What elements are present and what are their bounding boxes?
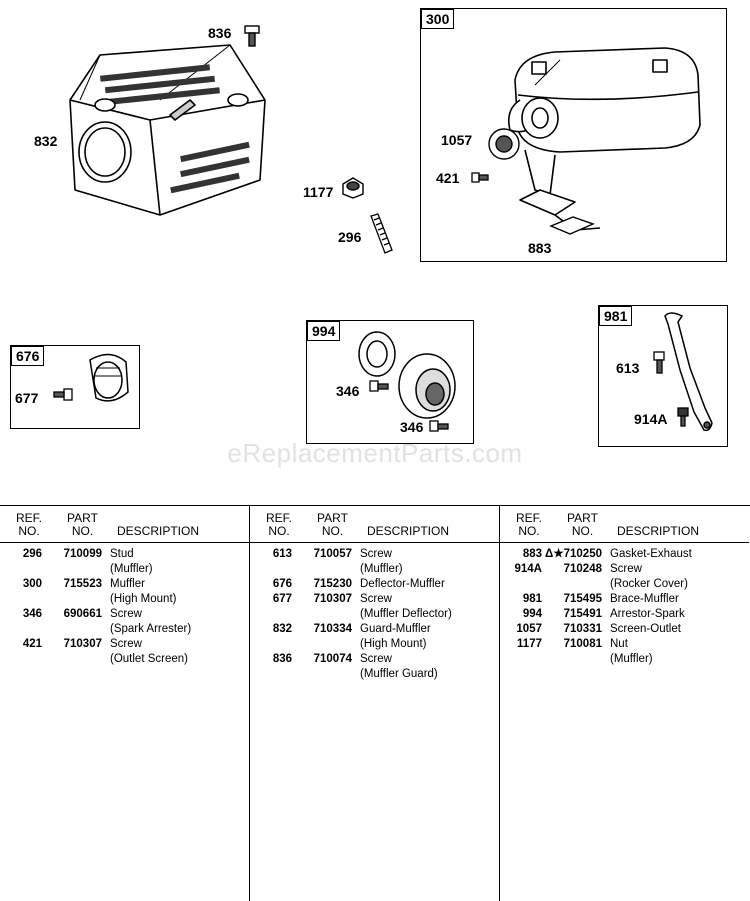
ref-no-cell: 981 <box>522 593 542 605</box>
description-cell: Nut <box>610 638 628 650</box>
callout-421: 421 <box>436 170 460 186</box>
description-cell: Muffler <box>110 578 145 590</box>
screen-1057-drawing <box>484 126 524 162</box>
callout-832: 832 <box>34 133 58 149</box>
part-no-cell: 710057 <box>313 548 352 560</box>
table-row <box>0 622 249 637</box>
table-row <box>250 637 499 652</box>
callout-346-b: 346 <box>400 419 424 435</box>
callout-1057: 1057 <box>441 132 473 148</box>
ref-no-cell: 677 <box>272 593 292 605</box>
description-cell: (Rocker Cover) <box>610 578 688 590</box>
ref-no-header: REF. NO. <box>515 511 542 538</box>
description-cell: Arrestor-Spark <box>610 608 685 620</box>
ref-no-cell: 613 <box>272 548 292 560</box>
callout-296: 296 <box>338 229 362 245</box>
callout-883: 883 <box>528 240 552 256</box>
part-no-header: PART NO. <box>567 511 598 538</box>
screw-677-drawing <box>52 386 74 404</box>
callout-836: 836 <box>208 25 232 41</box>
part-no-cell: 715491 <box>563 608 602 620</box>
description-cell: Brace-Muffler <box>610 593 679 605</box>
ref-no-header: REF. NO. <box>15 511 42 538</box>
ref-no-cell: 296 <box>22 548 42 560</box>
description-cell: Screw <box>110 638 142 650</box>
part-no-cell: 710307 <box>313 593 352 605</box>
gasket-883-drawing <box>548 214 596 238</box>
description-cell: Gasket-Exhaust <box>610 548 692 560</box>
part-no-cell: 710307 <box>63 638 102 650</box>
table-row <box>250 547 499 562</box>
table-row <box>0 652 249 667</box>
part-no-header: PART NO. <box>317 511 348 538</box>
screw-914a-drawing <box>675 406 691 428</box>
box-label-676: 676 <box>11 346 44 366</box>
part-no-header: PART NO. <box>67 511 98 538</box>
callout-613: 613 <box>616 360 640 376</box>
description-cell: (Muffler) <box>360 563 403 575</box>
table-row <box>250 607 499 622</box>
table-row <box>250 592 499 607</box>
table-row <box>250 652 499 667</box>
table-row <box>500 622 749 637</box>
description-header: DESCRIPTION <box>367 524 450 538</box>
description-cell: (Muffler Deflector) <box>360 608 452 620</box>
table-row <box>250 622 499 637</box>
deflector-drawing <box>82 348 134 408</box>
ref-no-header: REF. NO. <box>265 511 292 538</box>
table-row <box>500 652 749 667</box>
description-cell: Screw <box>610 563 642 575</box>
watermark: eReplacementParts.com <box>227 438 523 468</box>
description-cell: (Outlet Screen) <box>110 653 188 665</box>
part-no-cell: 715523 <box>63 578 102 590</box>
ref-no-cell: 836 <box>272 653 292 665</box>
ref-no-cell: 346 <box>22 608 42 620</box>
part-no-cell: Δ★710250 <box>545 548 602 560</box>
callout-1177: 1177 <box>303 184 334 200</box>
stud-296-drawing <box>366 212 396 256</box>
table-row <box>0 577 249 592</box>
description-cell: (Muffler Guard) <box>360 668 438 680</box>
part-no-cell: 715230 <box>313 578 352 590</box>
screw-346b-drawing <box>428 418 450 436</box>
description-cell: Screw <box>110 608 142 620</box>
ref-no-cell: 832 <box>272 623 292 635</box>
table-row <box>250 667 499 682</box>
description-header: DESCRIPTION <box>117 524 200 538</box>
ref-no-cell: 883 <box>522 548 542 560</box>
table-row <box>500 607 749 622</box>
table-row <box>250 562 499 577</box>
part-no-cell: 710074 <box>313 653 352 665</box>
ref-no-cell: 300 <box>22 578 42 590</box>
table-row <box>0 562 249 577</box>
ref-no-cell: 1177 <box>517 638 542 650</box>
table-row <box>0 637 249 652</box>
description-cell: Guard-Muffler <box>360 623 431 635</box>
rows <box>500 547 749 667</box>
description-cell: Screw <box>360 653 392 665</box>
parts-column-2 <box>250 506 500 901</box>
part-no-cell: 710248 <box>563 563 602 575</box>
part-no-cell: 710331 <box>563 623 602 635</box>
rows <box>250 547 499 682</box>
table-row <box>500 547 749 562</box>
table-row <box>250 577 499 592</box>
table-row <box>0 592 249 607</box>
part-no-cell: 710081 <box>563 638 602 650</box>
nut-1177-drawing <box>340 176 366 200</box>
callout-914a: 914A <box>634 411 668 427</box>
description-cell: (Muffler) <box>110 563 153 575</box>
description-cell: Screen-Outlet <box>610 623 681 635</box>
ref-no-cell: 994 <box>522 608 542 620</box>
box-label-300: 300 <box>421 9 454 29</box>
description-cell: (Muffler) <box>610 653 653 665</box>
table-row <box>500 577 749 592</box>
part-no-cell: 710099 <box>63 548 102 560</box>
screw-346a-drawing <box>368 378 390 396</box>
part-no-cell: 690661 <box>63 608 102 620</box>
description-cell: (High Mount) <box>110 593 177 605</box>
box-label-994: 994 <box>307 321 340 341</box>
screw-836-drawing <box>241 24 263 48</box>
table-row <box>500 562 749 577</box>
description-cell: Stud <box>110 548 134 560</box>
screw-613-drawing <box>650 350 668 376</box>
parts-table <box>0 505 750 901</box>
screw-421-drawing <box>470 168 490 188</box>
ref-no-cell: 676 <box>272 578 292 590</box>
callout-346-a: 346 <box>336 383 360 399</box>
table-row <box>500 592 749 607</box>
callout-677: 677 <box>15 390 39 406</box>
part-no-cell: 715495 <box>563 593 602 605</box>
description-cell: Deflector-Muffler <box>360 578 445 590</box>
ref-no-cell: 421 <box>22 638 42 650</box>
parts-column-3 <box>500 506 749 901</box>
muffler-guard-drawing <box>60 40 290 225</box>
ref-no-cell: 914A <box>514 563 542 575</box>
description-cell: (High Mount) <box>360 638 427 650</box>
ref-no-cell: 1057 <box>516 623 542 635</box>
description-cell: Screw <box>360 593 392 605</box>
table-row <box>500 637 749 652</box>
parts-column-1 <box>0 506 250 901</box>
description-header: DESCRIPTION <box>617 524 700 538</box>
table-row <box>0 607 249 622</box>
rows <box>0 547 249 667</box>
box-label-981: 981 <box>599 306 632 326</box>
part-no-cell: 710334 <box>313 623 352 635</box>
description-cell: (Spark Arrester) <box>110 623 192 635</box>
description-cell: Screw <box>360 548 392 560</box>
table-row <box>0 547 249 562</box>
